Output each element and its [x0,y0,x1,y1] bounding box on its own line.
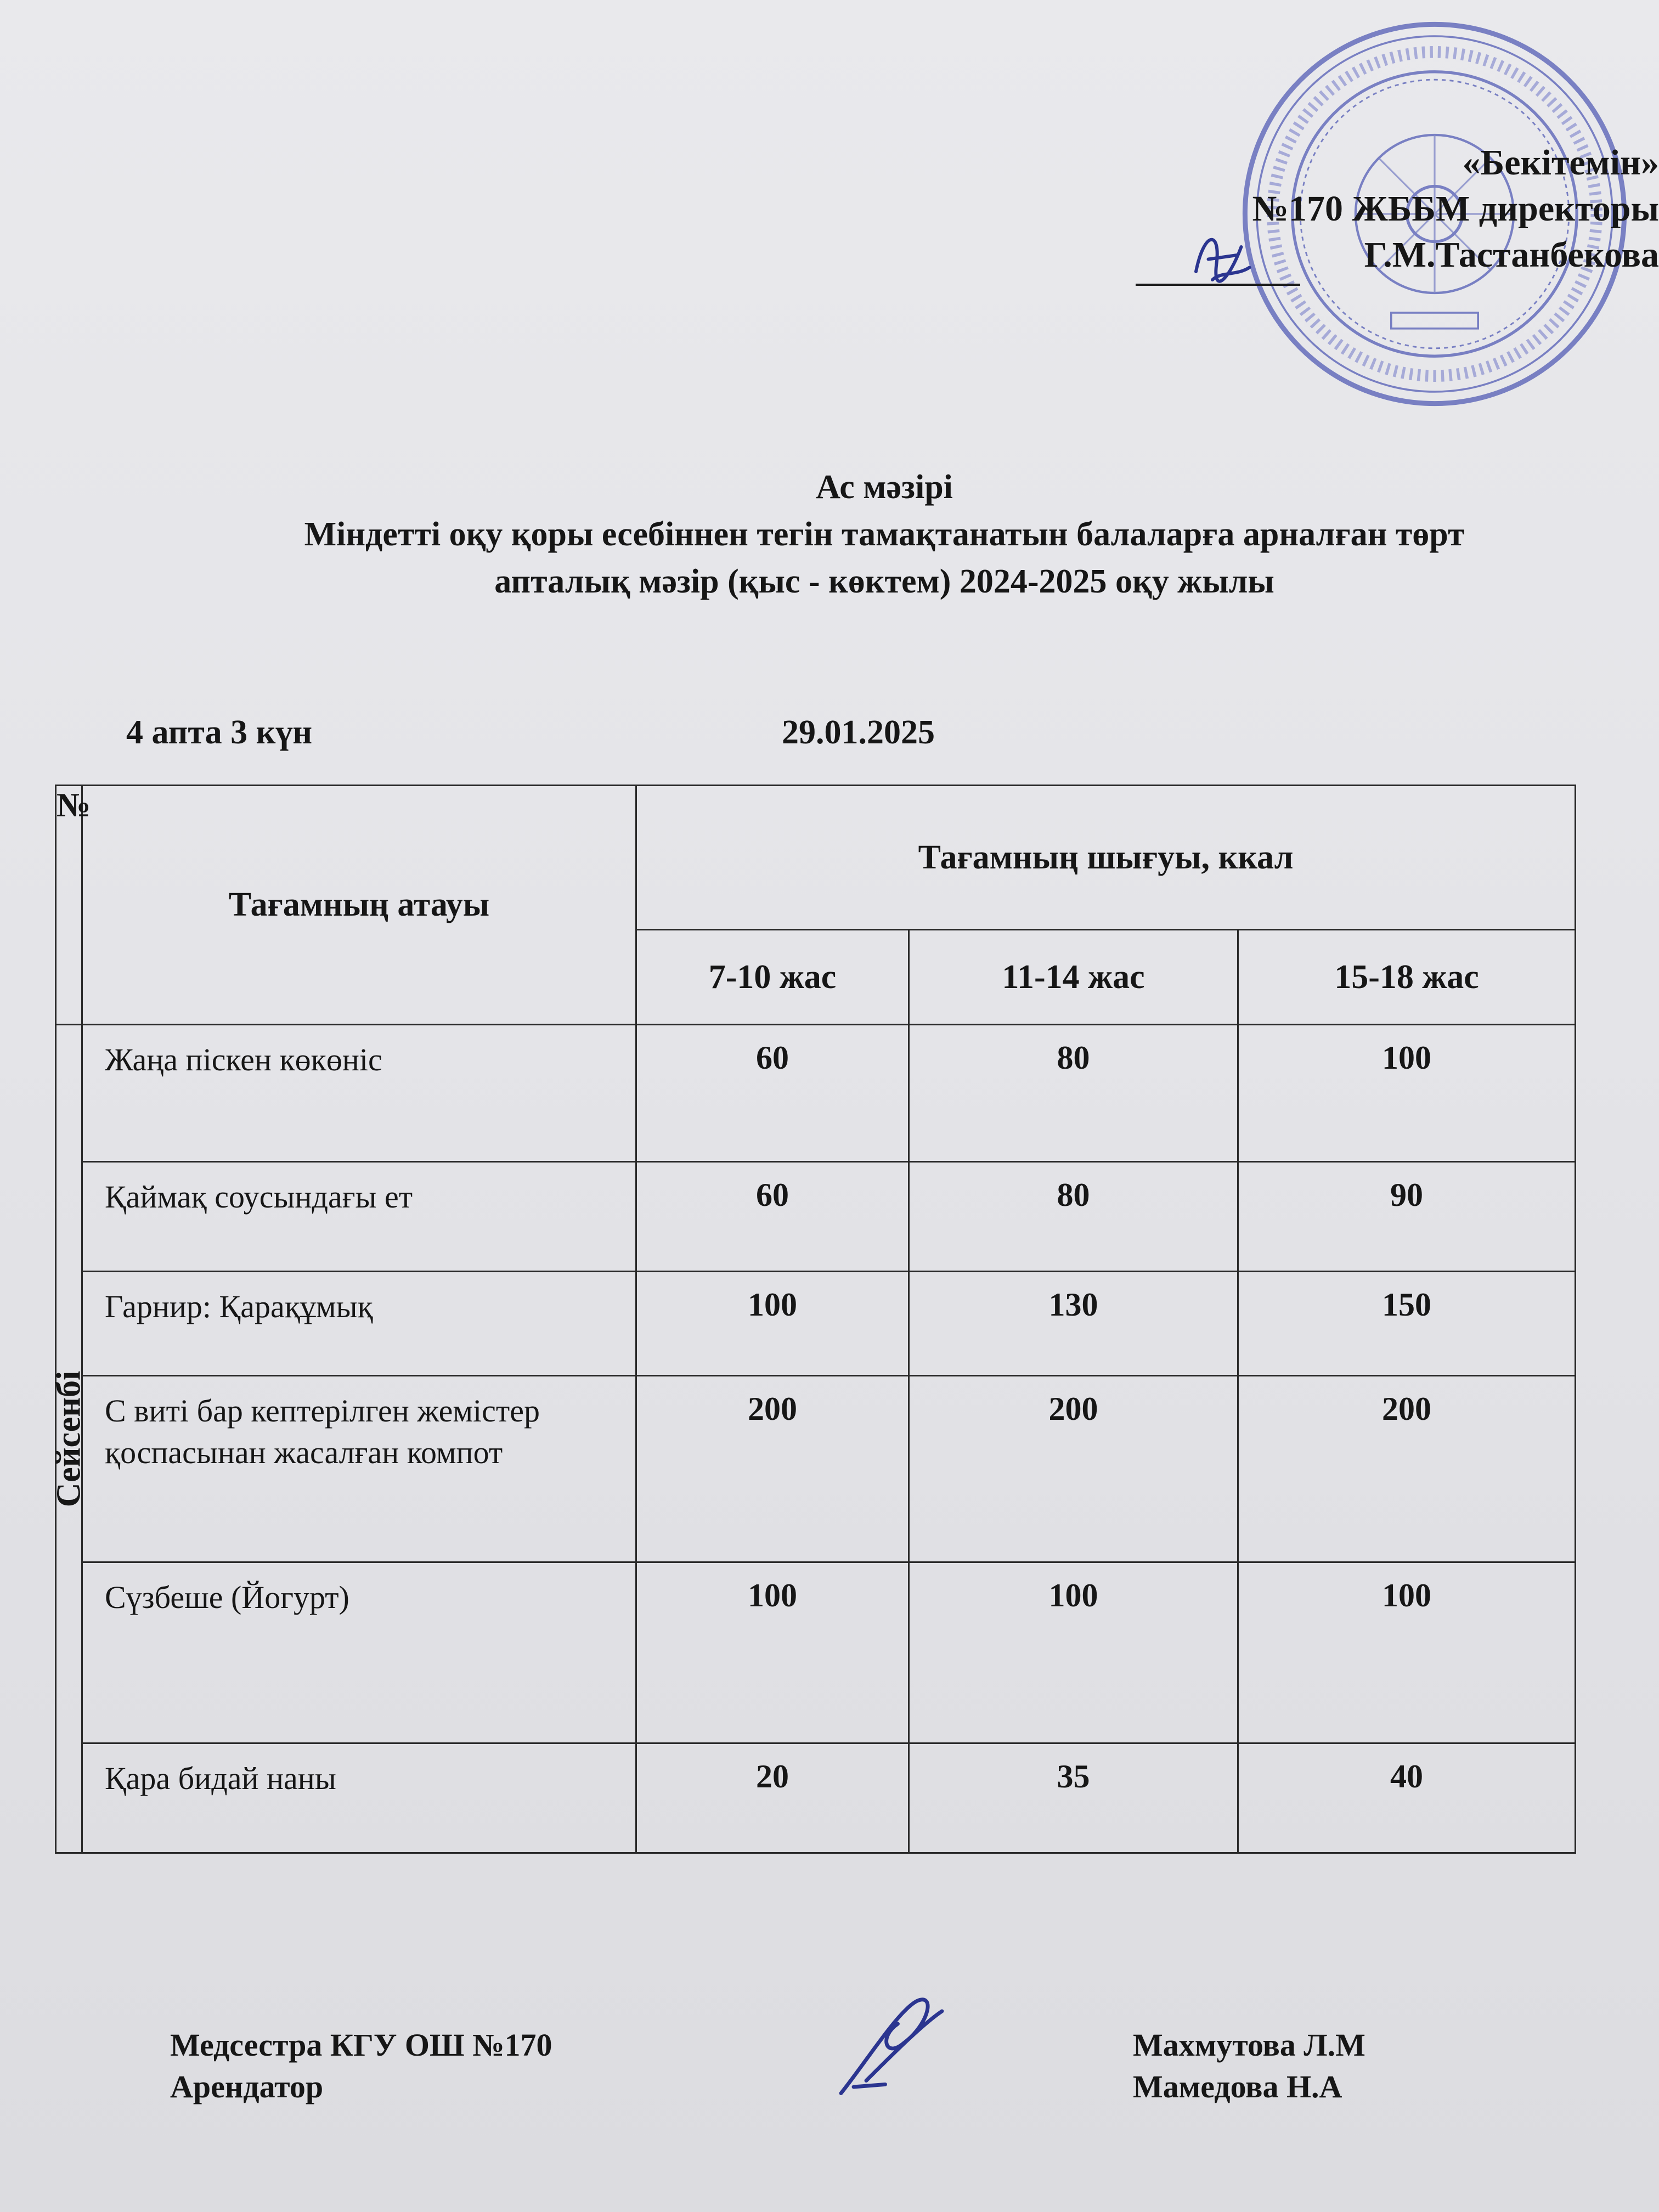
table-row [56,1562,1576,1743]
value-15-18: 200 [1238,1376,1576,1562]
dish-name: Жаңа піскен көкөніс [82,1025,636,1162]
value-7-10: 100 [636,1272,909,1376]
value-15-18: 100 [1238,1562,1576,1743]
table-row [56,1743,1576,1853]
header-number: № [56,786,82,1025]
header-dish-name: Тағамның атауы [82,786,636,1025]
table-row [56,1162,1576,1272]
value-11-14: 200 [909,1376,1238,1562]
day-cell [50,1025,87,1853]
footer-tenant-name: Мамедова Н.А [1133,2069,1342,2104]
approval-line2: №170 ЖББМ директоры [1252,189,1659,229]
dish-name: Қаймақ соусындағы ет [82,1162,636,1272]
value-11-14: 80 [909,1025,1238,1162]
dish-name: Сүзбеше (Йогурт) [82,1562,636,1743]
approval-line1: «Бекітемін» [1462,143,1659,183]
footer-nurse-title: Медсестра КГУ ОШ №170 [170,2027,552,2063]
value-11-14: 80 [909,1162,1238,1272]
footer-tenant-title: Арендатор [170,2069,324,2104]
dish-name: С виті бар кептерілген жемістер қоспасынан жасалған компот [82,1376,636,1562]
value-7-10: 60 [636,1025,909,1162]
table-row [56,1376,1576,1562]
footer-nurse-name: Махмутова Л.М [1133,2027,1365,2063]
value-7-10: 100 [636,1562,909,1743]
value-7-10: 60 [636,1162,909,1272]
value-15-18: 90 [1238,1162,1576,1272]
dish-name: Қара бидай наны [82,1743,636,1853]
value-7-10: 200 [636,1376,909,1562]
header-age-11-14: 11-14 жас [909,930,1238,1025]
nurse-signature-icon [823,1986,960,2112]
value-15-18: 150 [1238,1272,1576,1376]
value-11-14: 130 [909,1272,1238,1376]
footer-right [1133,2024,1365,2108]
signature-line [1136,284,1300,286]
value-15-18: 40 [1238,1743,1576,1853]
value-7-10: 20 [636,1743,909,1853]
menu-date: 29.01.2025 [782,714,935,751]
day-label: Сейсенбі [50,1370,87,1507]
dish-name: Гарнир: Қарақұмық [82,1272,636,1376]
footer-left [170,2024,552,2108]
title-line3: апталық мәзір (қыс - көктем) 2024-2025 оқу жылы [494,563,1274,600]
menu-table [50,785,1576,1854]
header-age-15-18: 15-18 жас [1238,930,1576,1025]
value-11-14: 100 [909,1562,1238,1743]
approval-line3: Г.М.Тастанбекова [1364,235,1659,275]
header-yield: Тағамның шығуы, ккал [636,786,1576,930]
title-line2: Міндетті оқу қоры есебіннен тегін тамақтанатын балаларға арналған төрт [304,516,1465,553]
document-title [110,464,1659,605]
approval-block [1056,140,1659,278]
table-row [56,1272,1576,1376]
week-day-label: 4 апта 3 күн [126,714,313,751]
value-11-14: 35 [909,1743,1238,1853]
value-15-18: 100 [1238,1025,1576,1162]
header-age-7-10: 7-10 жас [636,930,909,1025]
title-line1: Ас мәзірі [816,469,953,506]
table-row [56,1025,1576,1162]
